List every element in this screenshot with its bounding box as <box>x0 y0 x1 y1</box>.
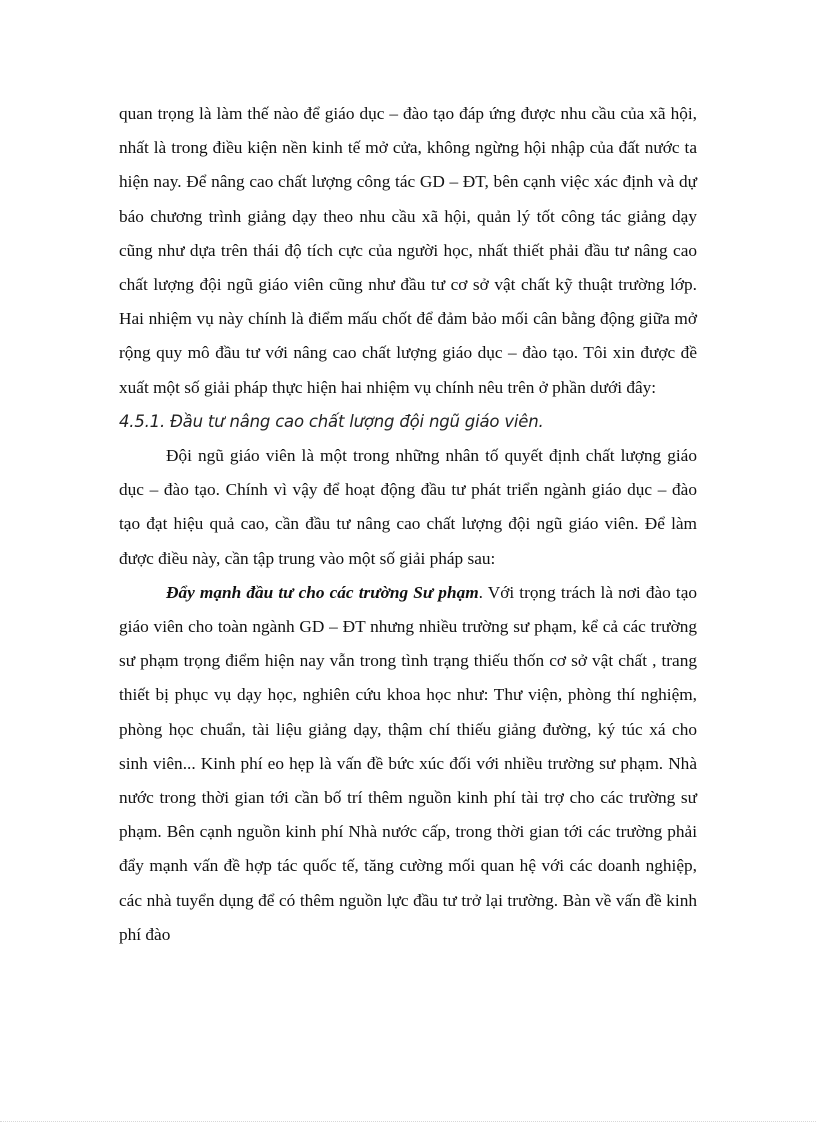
body-paragraph-1: quan trọng là làm thế nào để giáo dục – đào tạo đáp ứng được nhu cầu của xã hội, nhất là trong điều kiện nền kinh tế mở cửa, không ngừng hội nhập của đất nước ta hiện nay. Để nâng cao chất lượng công tác GD – ĐT, bên cạnh việc xác định và dự báo chương trình giảng dạy theo nhu cầu xã hội, quản lý tốt công tác giảng dạy cũng như dựa trên thái độ tích cực của người học, nhất thiết phải đầu tư nâng cao chất lượng đội ngũ giáo viên cũng như đầu tư cơ sở vật chất kỹ thuật trường lớp. Hai nhiệm vụ này chính là điểm mấu chốt để đảm bảo mối cân bằng động giữa mở rộng quy mô đầu tư với nâng cao chất lượng giáo dục – đào tạo. Tôi xin được đề xuất một số giải pháp thực hiện hai nhiệm vụ chính nêu trên ở phần dưới đây: <box>119 104 697 397</box>
section-heading: 4.5.1. Đầu tư nâng cao chất lượng đội ngũ giáo viên. <box>119 411 544 431</box>
body-paragraph-2: Đội ngũ giáo viên là một trong những nhân tố quyết định chất lượng giáo dục – đào tạo. Chính vì vậy để hoạt động đầu tư phát triển ngành giáo dục – đào tạo đạt hiệu quả cao, cần đầu tư nâng cao chất lượng đội ngũ giáo viên. Để làm được điều này, cần tập trung vào một số giải pháp sau: <box>119 446 697 568</box>
page-bottom-divider <box>0 1121 816 1122</box>
body-paragraph-3 <box>119 576 697 952</box>
paragraph-3-body-text: . Với trọng trách là nơi đào tạo giáo viên cho toàn ngành GD – ĐT nhưng nhiều trường sư phạm, kể cả các trường sư phạm trọng điểm hiện nay vẫn trong tình trạng thiếu thốn cơ sở vật chất , trang thiết bị phục vụ dạy học, nghiên cứu khoa học như: Thư viện, phòng thí nghiệm, phòng học chuẩn, tài liệu giảng dạy, thậm chí thiếu giảng đường, ký túc xá cho sinh viên... Kinh phí eo hẹp là vấn đề bức xúc đối với nhiều trường sư phạm. Nhà nước trong thời gian tới cần bố trí thêm nguồn kinh phí tài trợ cho các trường sư phạm. Bên cạnh nguồn kinh phí Nhà nước cấp, trong thời gian tới các trường phải đẩy mạnh vấn đề hợp tác quốc tế, tăng cường mối quan hệ với các doanh nghiệp, các nhà tuyển dụng để có thêm nguồn lực đầu tư trở lại trường. Bàn về vấn đề kinh phí đào <box>119 582 697 944</box>
paragraph-3-lead-phrase: Đẩy mạnh đầu tư cho các trường Sư phạm <box>166 582 479 602</box>
document-page <box>119 97 697 952</box>
